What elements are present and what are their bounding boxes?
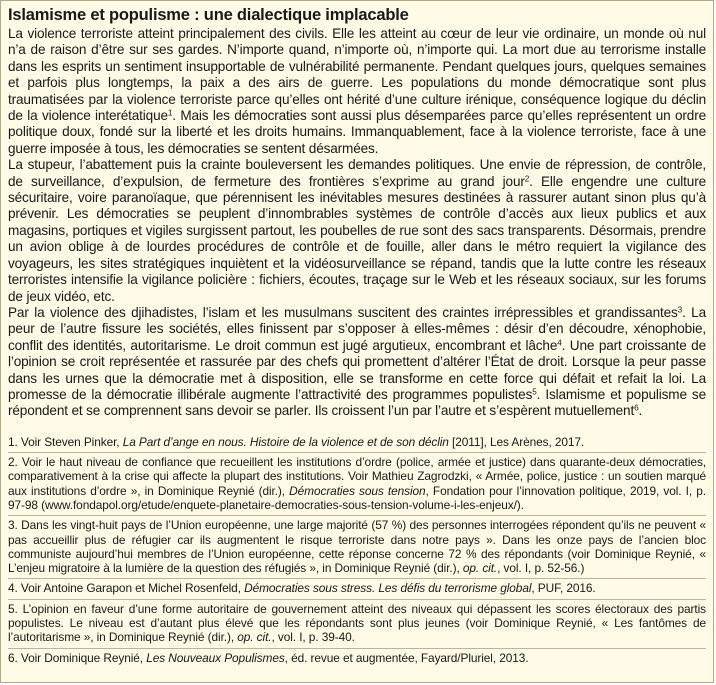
footnote-ref-2: 2 <box>524 174 530 184</box>
footnote-4 <box>8 578 706 598</box>
paragraph-text: . <box>638 403 643 419</box>
footnote-ref-4: 4 <box>557 338 562 348</box>
footnote-ref-5: 5 <box>532 387 537 397</box>
footnote-6 <box>8 648 706 668</box>
footnote-work-title: op. cit. <box>462 561 498 576</box>
footnote-text: 4. Voir Antoine Garapon et Michel Rosenfeld, <box>8 581 245 596</box>
footnote-text: 1. Voir Steven Pinker, <box>8 434 123 449</box>
footnote-text: 5. L’opinion en faveur d’une forme autoritaire de gouvernement atteint des niveaux qui dépassent les scores électoraux des partis populistes. Le niveau est d’autant plus élevé que les répondants sont plus jeunes (voir Dominique Reynié, « Les fantômes de l’autoritarisme », in Dominique Reynié (dir.), <box>8 601 706 645</box>
footnote-work-title: Démocraties sous stress. Les défis du terrorisme global <box>244 581 532 596</box>
paragraph-text: . Elle engendre une culture sécuritaire, voire paranoïaque, que pérennisent les inévitables mesures destinées à rassurer autant sinon plus qu’à prévenir. Les démocraties se peuplent d’innombrables systèmes de contrôle d’accès aux lieux publics et aux magasins, portiques et vigiles surgissent partout, les poubelles de rue sont des sacs transparents. Désormais, prendre un avion oblige à de lourdes procédures de contrôle et de fouille, aller dans le métro requiert la vigilance des voyageurs, les sites stratégiques inquiètent et la vidéosurveillance se répand, tandis que la lutte contre les réseaux terroristes intensifie la vigilance policière : fichiers, écoutes, traçage sur le Web et les réseaux sociaux, sur les forums de jeux vidéo, etc. <box>8 173 706 304</box>
article-body <box>8 26 706 420</box>
footnote-text: , vol. I, p. 39-40. <box>271 630 355 645</box>
paragraph-2 <box>8 157 706 305</box>
footnote-work-title: La Part d’ange en nous. Histoire de la violence et de son déclin <box>122 434 449 449</box>
footnote-5 <box>8 599 706 648</box>
footnote-ref-3: 3 <box>677 305 683 315</box>
article-title: Islamisme et populisme : une dialectique implacable <box>8 6 409 24</box>
footnote-ref-1: 1 <box>167 108 173 118</box>
paragraph-3 <box>8 305 706 420</box>
footnote-text: , vol. I, p. 52-56.) <box>497 561 585 576</box>
paragraph-text: . Mais les démocraties sont aussi plus désemparées parce qu’elles représentent un ordre politique doux, fondé sur la liberté et les droits humains. Immanquablement, face à la violence terroriste, face à une guerre imposée à tous, les démocraties se sentent désarmées. <box>8 108 706 156</box>
footnote-1 <box>8 433 706 452</box>
footnote-text: , PUF, 2016. <box>531 581 596 596</box>
footnote-ref-6: 6 <box>634 403 639 413</box>
paragraph-text: La stupeur, l’abattement puis la crainte bouleversent les demandes politiques. Une envie de répression, de contrôle, de surveillance, d’expulsion, de fermeture des frontières s’exprime au grand jour <box>8 157 706 189</box>
footnote-text: , Fondation pour l’innovation politique, 2019, vol. I, p. 97-98 (www.fondapol.org/etude/enquete-planetaire-democraties-sous-tension-volume-i-les-enjeux/). <box>8 483 706 512</box>
paragraph-text: La violence terroriste atteint principalement des civils. Elle les atteint au cœur de leur vie ordinaire, un monde où nul n’a de raison d’être sur ses gardes. N’importe quand, n’importe où, n’importe qui. La mort due au terrorisme installe dans les esprits un sentiment insupportable de vulnérabilité permanente. Pendant quelques jours, quelques semaines et parfois plus longtemps, la paix a des airs de guerre. Les populations du monde démocratique sont plus traumatisées par la violence terroriste parce qu’elles ont hérité d’une culture irénique, conséquence logique du déclin de la violence interétatique <box>8 26 706 124</box>
paragraph-text: Par la violence des djihadistes, l’islam et les musulmans suscitent des craintes irrépressibles et grandissantes <box>8 304 678 320</box>
footnote-work-title: Les Nouveaux Populismes <box>146 650 285 665</box>
paragraph-text: . Islamisme et populisme se répondent et se comprennent sans devoir se parler. Ils croissent l’un par l’autre et s’espèrent mutuellement <box>8 386 706 419</box>
footnote-text: 6. Voir Dominique Reynié, <box>8 650 147 665</box>
footnotes <box>8 433 706 668</box>
paragraph-text: . Une part croissante de l’opinion se croit représentée et rassurée par des chefs qui promettent d’altérer l’État de droit. Lorsque la peur passe dans les urnes que la démocratie met à disposition, elle se transforme en cette force qui défait et refait la loi. La promesse de la démocratie illibérale augmente l’attractivité des programmes populistes <box>8 337 706 402</box>
footnote-2 <box>8 452 706 515</box>
footnote-text: , éd. revue et augmentée, Fayard/Pluriel, 2013. <box>284 650 529 665</box>
paragraph-text: . La peur de l’autre fissure les sociétés, elles finissent par s’opposer à elles-mêmes : désir d’en découdre, xénophobie, conflit des identités, autoritarisme. Le droit commun est jugé argutieux, encombrant et lâche <box>8 304 707 353</box>
footnote-work-title: op. cit. <box>237 630 272 645</box>
paragraph-1 <box>8 26 706 157</box>
footnote-text: 3. Dans les vingt-huit pays de l’Union européenne, une large majorité (57 %) des personnes interrogées répondent qu’ils ne peuvent « pas accueillir plus de réfugier car ils augmentent le risque terroriste dans notre pays ». Dans les onze pays de l’ancien bloc communiste aujourd’hui membres de l’Union européenne, cette réponse concerne 72 % des répondants (voir Dominique Reynié, « L’enjeu migratoire à la lumière de la question des réfugiés », in Dominique Reynié (dir.), <box>8 518 706 576</box>
footnote-text: [2011], Les Arènes, 2017. <box>448 434 585 449</box>
footnote-text: 2. Voir le haut niveau de confiance que recueillent les institutions d’ordre (police, armée et justice) dans quarante-deux démocraties, comparativement à la crise qui affecte la plupart des institutions. Voir Mathieu Zagrodzki, « Armée, police, justice : un soutien marqué aux institutions d’ordre », in Dominique Reynié (dir.), <box>8 455 706 498</box>
footnote-work-title: Démocraties sous tension <box>289 483 426 498</box>
footnote-3 <box>8 515 706 578</box>
